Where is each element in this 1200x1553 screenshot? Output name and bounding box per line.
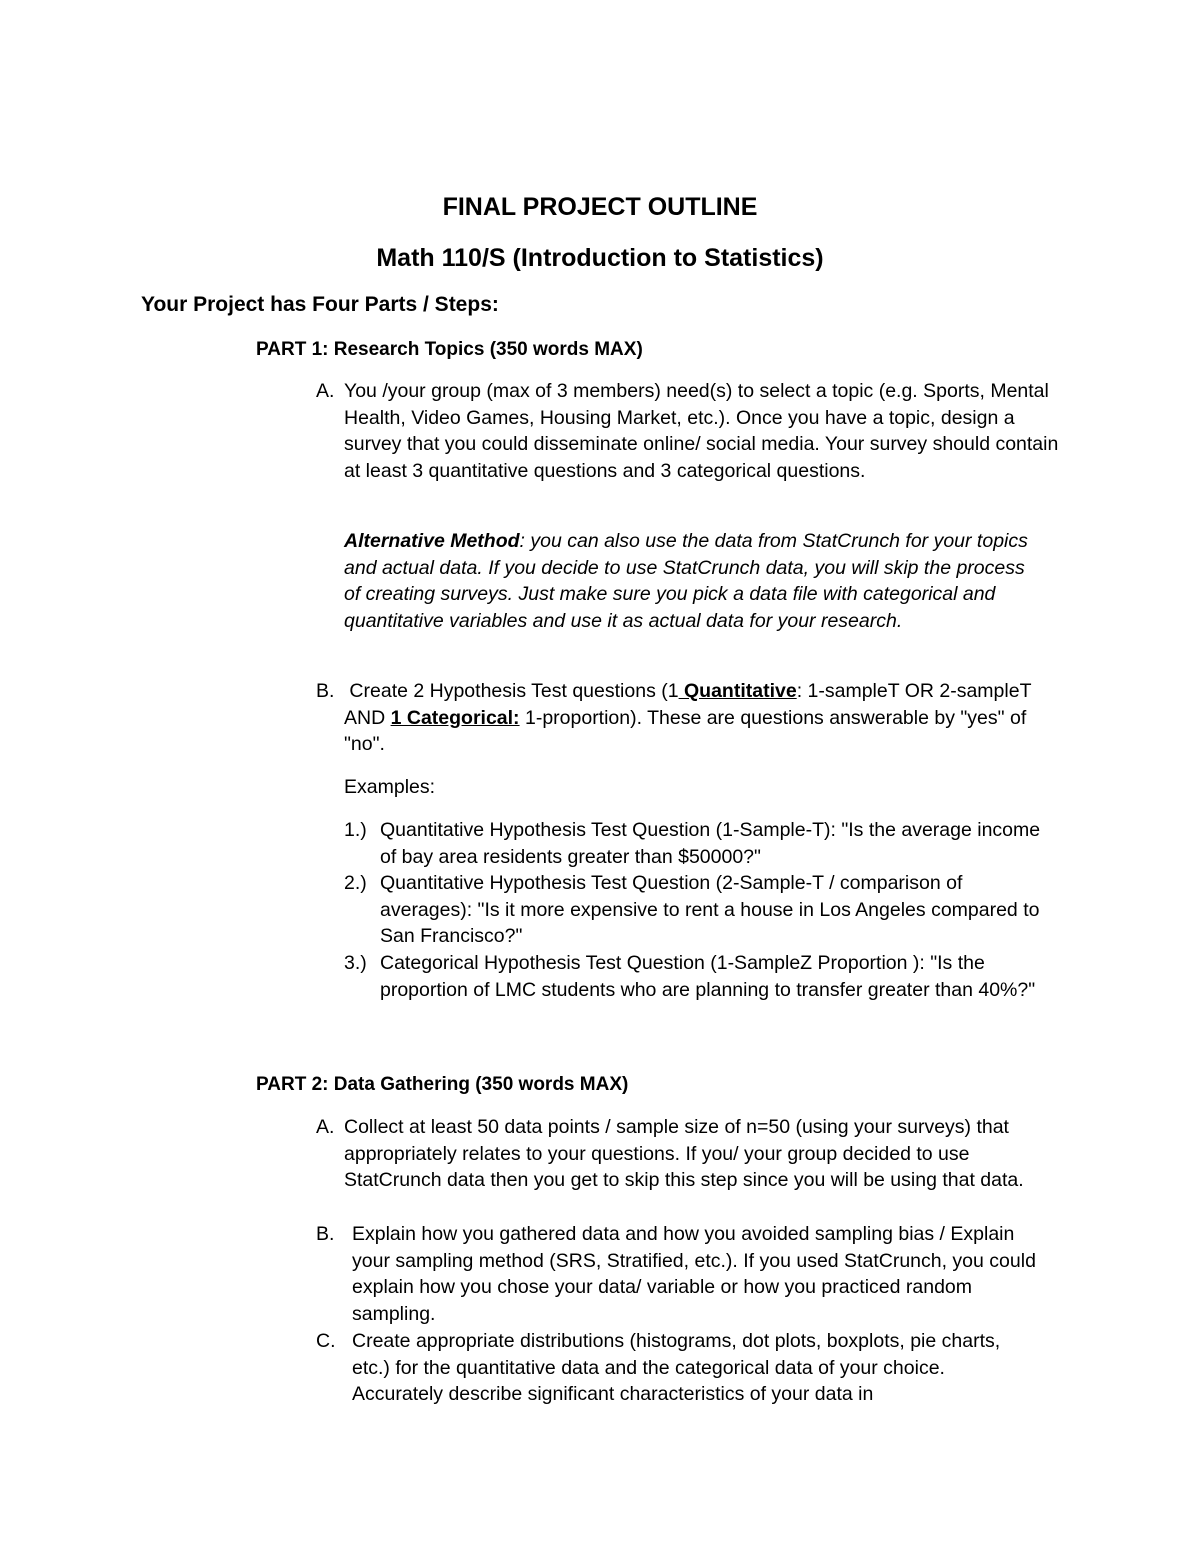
part1-item-a-marker: A.	[316, 380, 335, 402]
alternative-method-text: : you can also use the data from StatCrunch for your topics and actual data. If you decide to use StatCrunch data, you will skip the process of creating surveys. Just make sure you pick a data file with categorical and quantitative variables and use it as actual data for your research.	[344, 530, 1028, 632]
part2-item-c-marker: C.	[316, 1330, 336, 1352]
part2-item-a-marker: A.	[316, 1116, 335, 1138]
example-2-text: Quantitative Hypothesis Test Question (2-Sample-T / comparison of averages): "Is it more expensive to rent a house in Los Angeles compared to San Francisco?"	[380, 872, 1040, 948]
alternative-method-paragraph	[344, 528, 1044, 634]
example-1-marker: 1.)	[344, 819, 367, 841]
example-2-marker: 2.)	[344, 872, 367, 894]
examples-label: Examples:	[344, 776, 436, 798]
example-1-text: Quantitative Hypothesis Test Question (1-Sample-T): "Is the average income of bay area residents greater than $50000?"	[380, 819, 1041, 868]
part1-heading: PART 1: Research Topics (350 words MAX)	[256, 339, 643, 360]
project-intro: Your Project has Four Parts / Steps:	[141, 293, 499, 316]
part2-item-a-text: Collect at least 50 data points / sample size of n=50 (using your surveys) that appropriately relates to your questions. If you/ your group decided to use StatCrunch data then you get to skip this step since you will be using that data.	[344, 1116, 1024, 1192]
part2-item-b-text: Explain how you gathered data and how you avoided sampling bias / Explain your sampling method (SRS, Stratified, etc.). If you used StatCrunch, you could explain how you chose your data/ variable or how you practiced random sampling.	[352, 1223, 1036, 1325]
categorical-label: 1 Categorical:	[390, 706, 520, 729]
part1-item-a-text: You /your group (max of 3 members) need(s) to select a topic (e.g. Sports, Mental Health, Video Games, Housing Market, etc.). Once you have a topic, design a survey that you could disseminate online/ social media. Your survey should contain at least 3 quantitative questions and 3 categorical questions.	[344, 380, 1059, 482]
part2-item-c-text: Create appropriate distributions (histograms, dot plots, boxplots, pie charts, etc.) for the quantitative data and the categorical data of your choice. Accurately describe significant characteristics of your data in	[352, 1330, 1001, 1406]
alternative-method-label: Alternative Method	[344, 530, 520, 552]
example-3-marker: 3.)	[344, 952, 367, 974]
document-title: FINAL PROJECT OUTLINE	[442, 193, 758, 221]
example-3-text: Categorical Hypothesis Test Question (1-SampleZ Proportion ): "Is the proportion of LMC students who are planning to transfer greater than 40%?"	[380, 952, 1036, 1001]
quantitative-label: Quantitative	[678, 680, 797, 702]
part2-item-b-marker: B.	[316, 1223, 335, 1245]
part1-item-b-marker: B.	[316, 680, 335, 702]
part2-heading: PART 2: Data Gathering (350 words MAX)	[256, 1074, 629, 1095]
document-subtitle: Math 110/S (Introduction to Statistics)	[376, 244, 824, 272]
part1-item-b-text: Create 2 Hypothesis Test questions (1 Quantitative: 1-sampleT OR 2-sampleT AND 1 Categorical: 1-proportion). These are questions answerable by "yes" of "no".	[344, 680, 1032, 756]
